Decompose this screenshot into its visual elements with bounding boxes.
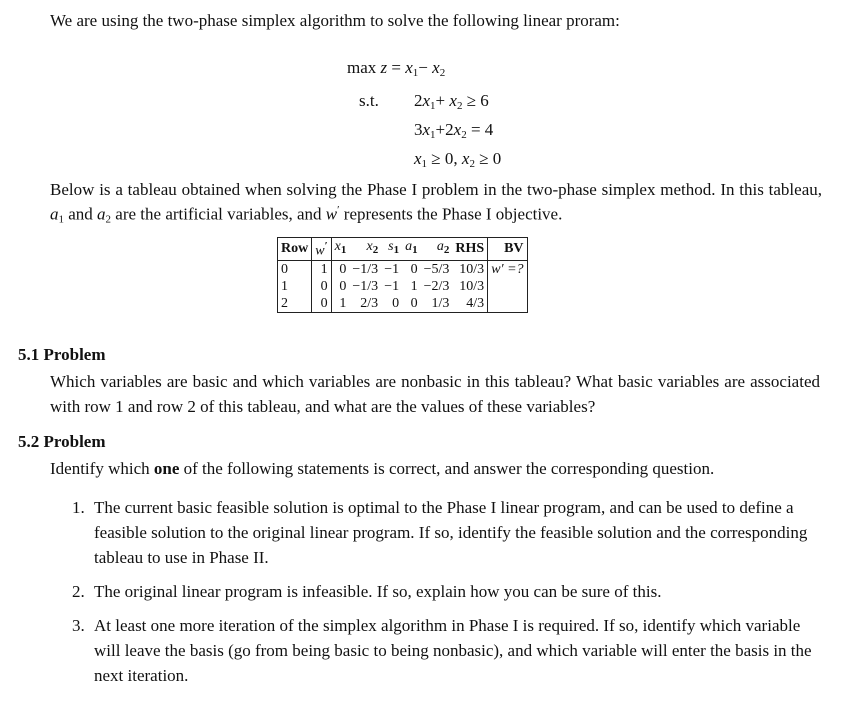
- emphasis-one: one: [153, 459, 180, 478]
- header-s1: $s_1$: [381, 238, 402, 261]
- below-text-d: represents the Phase I objective.: [343, 204, 563, 224]
- st-label: s.t.: [359, 91, 379, 110]
- constraint-3: $x_1 \ge 0$, $x_2 \ge 0$: [414, 149, 502, 170]
- table-row: 1 0 0 −1/3 −1 1 −2/3 10/3: [278, 278, 528, 295]
- tableau-description: Below is a tableau obtained when solving the Phase I problem in the two-phase simplex method. In this tableau, $a_1$ and $a_2$ are the artificial variables, and w′ represents the Phase I objective.: [50, 180, 822, 226]
- statement-list: [50, 495, 820, 697]
- header-row: Row: [278, 238, 312, 261]
- constraint-1: $2x_1+ x_2 \ge 6$: [414, 91, 489, 112]
- section-5-2-text: Identify which one of the following statements is correct, and answer the corresponding question.: [50, 459, 715, 478]
- header-x1: $x_1$: [331, 238, 349, 261]
- table-row: 2 0 1 2/3 0 0 1/3 4/3: [278, 295, 528, 313]
- table-row: 0 1 0 −1/3 −1 0 −5/3 10/3 w′ =?: [278, 260, 528, 278]
- list-item: 1. The current basic feasible solution is optimal to the Phase I linear program, and can be used to define a feasible solution to the original linear program. If so, identify the feasible solution and the corresponding tableau to use in Phase II.: [72, 498, 808, 567]
- header-w: w′: [312, 238, 331, 261]
- intro-text: We are using the two-phase simplex algorithm to solve the following linear proram:: [50, 11, 620, 30]
- section-5-1-heading: 5.1 Problem: [18, 345, 106, 364]
- list-item: 3. At least one more iteration of the simplex algorithm in Phase I is required. If so, identify which variable will leave the basis (go from being basic to being nonbasic), and which variable will enter the basis in the next iteration.: [72, 616, 812, 685]
- header-bv: BV: [488, 238, 527, 261]
- below-text-c: are the artificial variables, and: [115, 204, 322, 224]
- objective-label: max: [347, 58, 377, 77]
- below-text-b: and: [68, 204, 93, 224]
- section-5-2-heading: 5.2 Problem: [18, 432, 106, 451]
- below-text-a: Below is a tableau obtained when solving the Phase I problem in the two-phase simplex method. In this tableau,: [50, 180, 822, 199]
- header-x2: $x_2$: [349, 238, 381, 261]
- header-a1: $a_1$: [402, 238, 421, 261]
- constraint-2: $3x_1+2x_2 = 4$: [414, 120, 494, 141]
- header-a2: $a_2$: [421, 238, 453, 261]
- list-item: 2. The original linear program is infeasible. If so, explain how you can be sure of this.: [72, 582, 662, 601]
- section-5-1-text: Which variables are basic and which variables are nonbasic in this tableau? What basic variables are associated with row 1 and row 2 of this tableau, and what are the values of these variables?: [50, 372, 820, 416]
- lp-objective: $\max z = x_1- x_2$: [347, 58, 446, 79]
- header-rhs: RHS: [452, 238, 487, 261]
- simplex-tableau: [277, 237, 528, 313]
- objective-var: z: [380, 58, 388, 77]
